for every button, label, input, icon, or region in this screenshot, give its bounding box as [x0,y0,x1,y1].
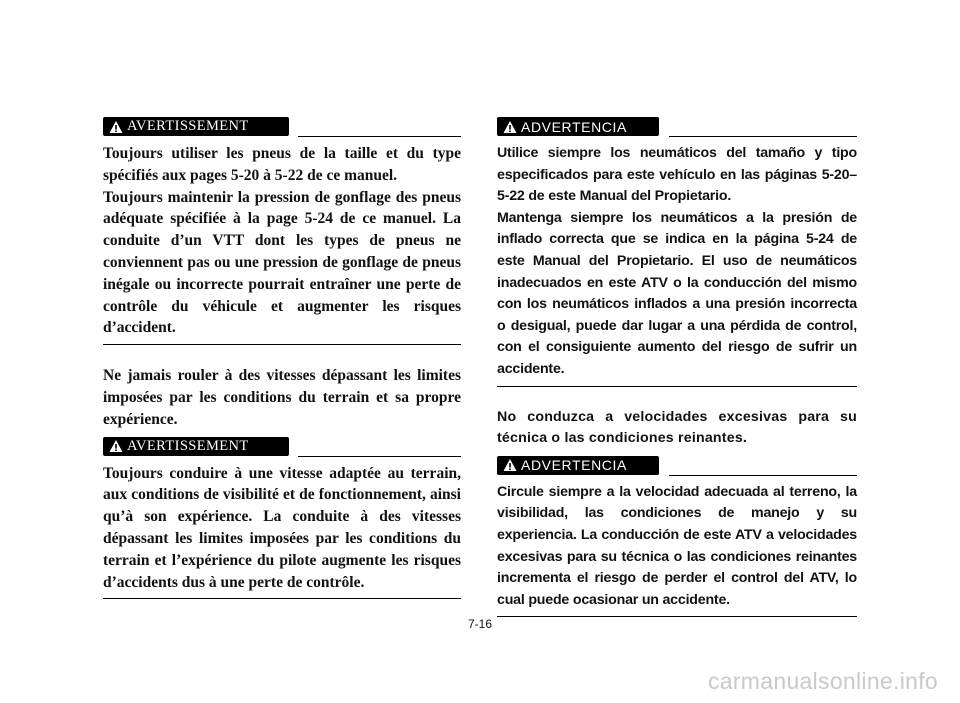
spanish-column [497,117,857,617]
header-rule [298,136,461,137]
warning-body-es-2 [497,482,857,612]
warning-header-es-2 [497,456,857,478]
warning-header-fr-2 [103,437,461,459]
warning-label: ADVERTENCIA [521,118,627,135]
warning-paragraph: Toujours utiliser les pneus de la taille et du type spécifiés aux pages 5-20 à 5-22 de ce manuel. [103,145,461,184]
warning-header-fr-1 [103,117,461,139]
warning-label: AVERTISSEMENT [127,118,249,134]
warning-paragraph: Mantenga siempre los neumáticos a la presión de inflado correcta que se indica en la página 5-24 de este Manual del Propietario. El uso de neumáticos inadecuados en este ATV o la conducción del mismo con los neumáticos inflados a una presión incorrecta o desigual, puede dar lugar a una pérdida de control, con el consiguiente aumento del riesgo de sufrir un accidente. [497,209,857,377]
warning-body-fr-1 [103,143,461,339]
warning-body-fr-2 [103,463,461,594]
warning-badge [497,117,659,136]
warning-triangle-icon [109,439,123,453]
warning-paragraph: Utilice siempre los neumáticos del tamaño y tipo especificados para este vehículo en las páginas 5-20–5-22 de este Manual del Propietario. [497,145,857,205]
header-rule [669,136,857,137]
warning-badge [103,117,289,136]
warning-paragraph: Circule siempre a la velocidad adecuada al terreno, la visibilidad, las condiciones de manejo y su experiencia. La conducción de este ATV a velocidades excesivas para su técnica o las condiciones reinantes incrementa el riesgo de perder el control del ATV, lo cual puede ocasionar un accidente. [497,483,857,608]
header-rule [669,475,857,476]
warning-label: AVERTISSEMENT [127,437,249,454]
warning-triangle-icon [503,458,517,472]
warning-paragraph: Toujours maintenir la pression de gonflage des pneus adéquate spécifiée à la page 5-24 de ce manuel. La conduite d’un VTT dont les types de pneus ne conviennent pas ou une pression de gonflage de pneus inégale ou incorrecte pourrait entraîner une perte de contrôle du véhicule et augmenter les risques d’accident. [103,188,461,337]
warning-header-es-1 [497,117,857,139]
warning-paragraph: Toujours conduire à une vitesse adaptée au terrain, aux conditions de visibilité et de fonctionnement, ainsi qu’à son expérience. La conduite à des vitesses dépassant les limites imposées par les conditions du terrain et l’expérience du pilote augmente les risques d’accidents dus à une perte de contrôle. [103,464,461,591]
warning-triangle-icon [109,120,123,134]
watermark[interactable]: carmanualsonline.info [707,668,938,694]
warning-end-rule [103,344,461,345]
instruction-text-es: No conduzca a velocidades excesivas para su técnica o las condiciones reinantes. [497,408,857,447]
warning-body-es-1 [497,143,857,381]
instruction-text-fr: Ne jamais rouler à des vitesses dépassant les limites imposées par les conditions du terrain et sa propre expérience. [103,367,461,428]
warning-badge [103,437,289,456]
warning-label: ADVERTENCIA [521,457,627,474]
header-rule [298,456,461,457]
warning-end-rule [103,598,461,599]
warning-triangle-icon [503,120,517,134]
warning-end-rule [497,386,857,387]
warning-badge [497,456,659,475]
french-column [103,117,461,599]
page-number: 7-16 [467,617,493,631]
